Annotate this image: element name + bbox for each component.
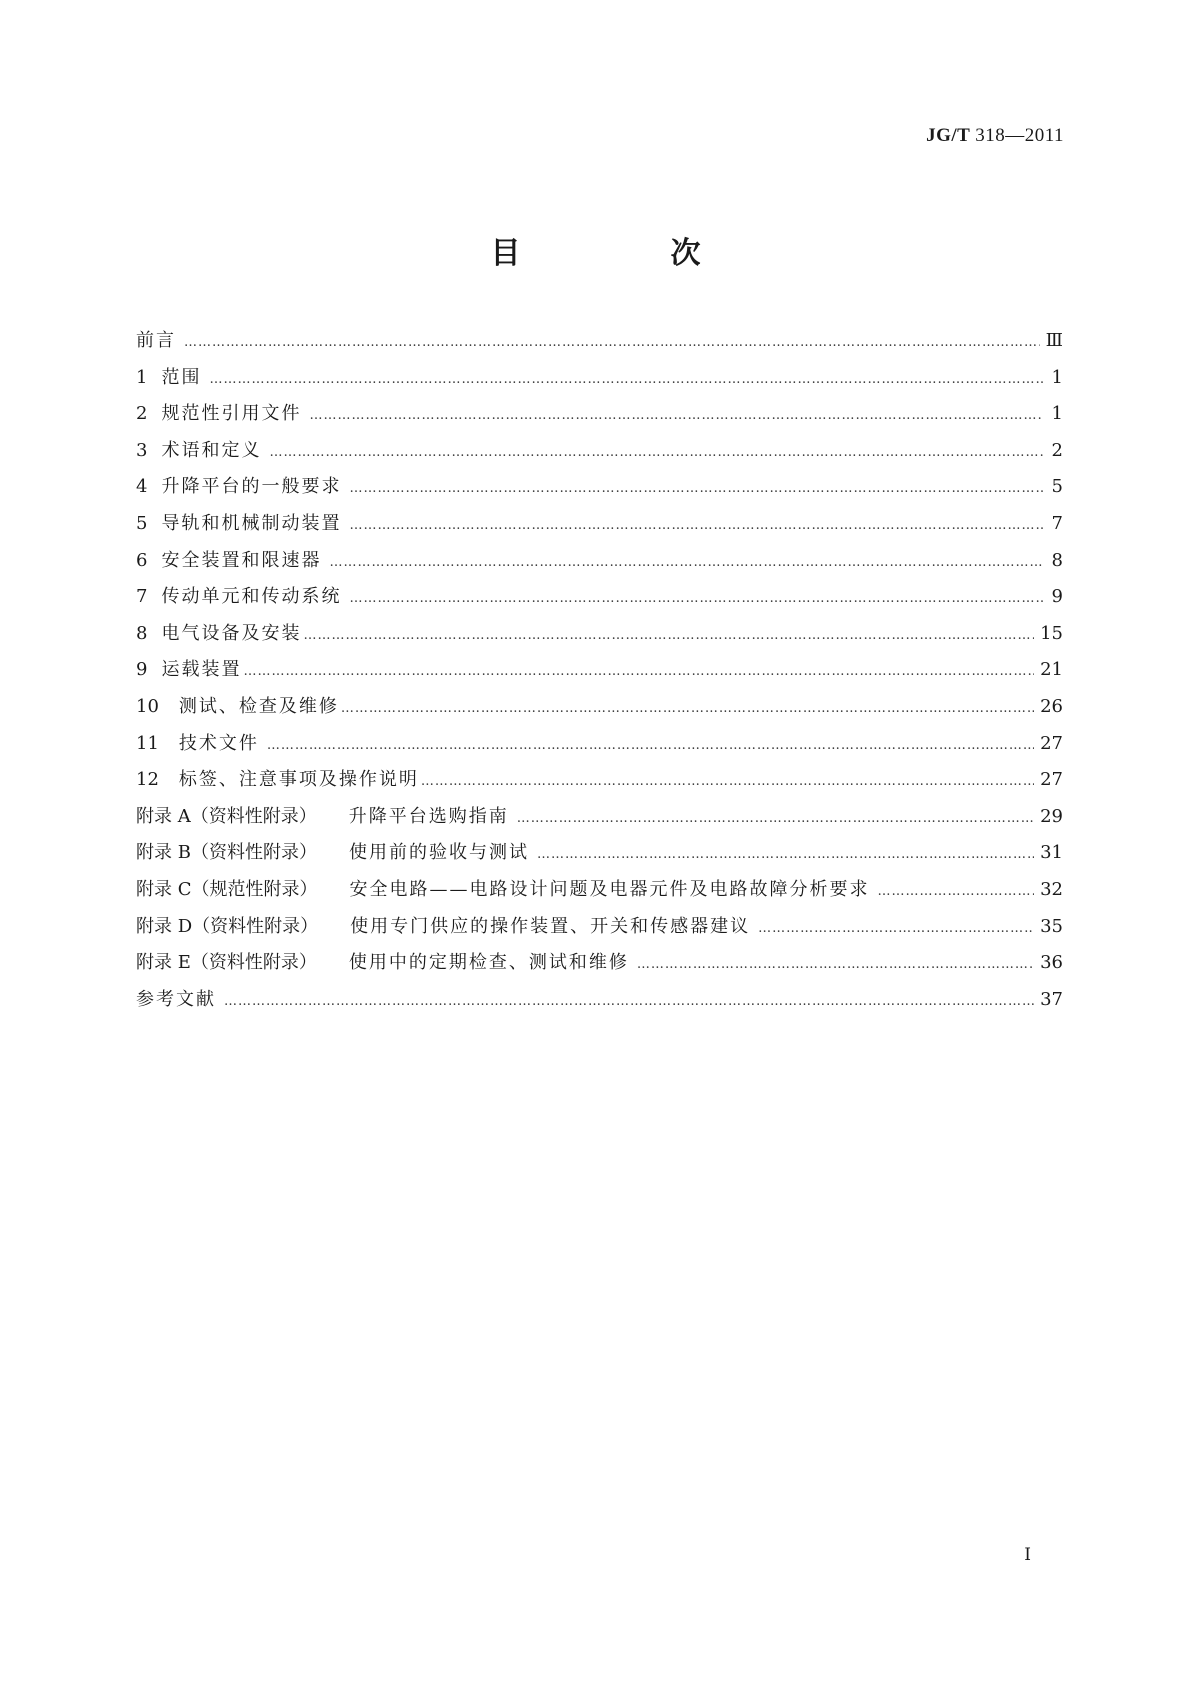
toc-entry-number: 11 <box>136 732 159 754</box>
toc-entry-label: 安全装置和限速器 <box>161 549 322 571</box>
document-code-number: 318—2011 <box>975 125 1064 146</box>
toc-leader-dots <box>537 844 1034 866</box>
toc-entry-label: 范围 <box>161 366 202 388</box>
toc-entry-number: 8 <box>136 622 148 644</box>
toc-entry-label: 使用专门供应的操作装置、开关和传感器建议 <box>350 915 751 937</box>
table-of-contents <box>136 330 1063 1025</box>
toc-leader-dots <box>517 808 1034 830</box>
toc-leader-dots <box>243 661 1034 683</box>
toc-entry-10[interactable] <box>136 696 1063 733</box>
toc-entry-appendix-d[interactable] <box>136 916 1063 953</box>
toc-entry-11[interactable] <box>136 733 1063 770</box>
toc-entry-page: 15 <box>1040 622 1063 644</box>
toc-entry-5[interactable] <box>136 513 1063 550</box>
toc-entry-number: 附录 C（规范性附录） <box>136 878 318 900</box>
toc-entry-appendix-c[interactable] <box>136 879 1063 916</box>
toc-entry-6[interactable] <box>136 550 1063 587</box>
toc-entry-label: 前言 <box>136 330 176 351</box>
toc-entry-number: 4 <box>136 476 148 498</box>
toc-entry-page: 26 <box>1040 695 1063 717</box>
toc-leader-dots <box>637 954 1034 976</box>
toc-leader-dots <box>303 625 1034 647</box>
toc-leader-dots <box>309 405 1043 427</box>
toc-leader-dots <box>878 881 1035 903</box>
toc-entry-page: 1 <box>1051 403 1063 425</box>
toc-entry-label: 规范性引用文件 <box>161 403 302 425</box>
toc-entry-number: 12 <box>136 769 159 791</box>
toc-entry-1[interactable] <box>136 367 1063 404</box>
document-code <box>926 125 1064 147</box>
toc-entry-number: 7 <box>136 586 148 608</box>
toc-entry-page: 31 <box>1040 842 1063 864</box>
toc-entry-page: 36 <box>1040 952 1063 974</box>
toc-entry-label: 技术文件 <box>178 732 259 754</box>
toc-entry-page: 9 <box>1051 586 1063 608</box>
toc-entry-number: 附录 E（资料性附录） <box>136 952 317 974</box>
toc-entry-references[interactable] <box>136 989 1063 1026</box>
toc-entry-preface[interactable] <box>136 330 1063 367</box>
toc-entry-9[interactable] <box>136 659 1063 696</box>
toc-entry-page: 27 <box>1040 769 1063 791</box>
toc-entry-page: Ⅲ <box>1045 330 1063 351</box>
toc-entry-number: 3 <box>136 439 148 461</box>
toc-entry-page: 8 <box>1051 549 1063 571</box>
toc-entry-page: 37 <box>1040 988 1063 1010</box>
toc-entry-page: 27 <box>1040 732 1063 754</box>
toc-entry-label: 传动单元和传动系统 <box>161 586 342 608</box>
toc-entry-page: 5 <box>1051 476 1063 498</box>
toc-entry-appendix-e[interactable] <box>136 952 1063 989</box>
toc-entry-number: 9 <box>136 659 148 681</box>
toc-entry-7[interactable] <box>136 586 1063 623</box>
toc-entry-label: 使用前的验收与测试 <box>348 842 529 864</box>
toc-leader-dots <box>224 991 1034 1013</box>
toc-entry-appendix-a[interactable] <box>136 806 1063 843</box>
toc-leader-dots <box>349 515 1043 537</box>
toc-entry-page: 1 <box>1051 366 1063 388</box>
toc-entry-8[interactable] <box>136 623 1063 660</box>
toc-entry-number: 附录 D（资料性附录） <box>136 915 319 937</box>
toc-entry-2[interactable] <box>136 403 1063 440</box>
toc-entry-label: 电气设备及安装 <box>161 622 302 644</box>
toc-entry-page: 2 <box>1051 439 1063 461</box>
toc-entry-number: 附录 B（资料性附录） <box>136 842 317 864</box>
toc-entry-number: 附录 A（资料性附录） <box>136 805 317 827</box>
toc-entry-label: 标签、注意事项及操作说明 <box>178 769 419 791</box>
toc-entry-label: 导轨和机械制动装置 <box>161 512 342 534</box>
toc-leader-dots <box>184 332 1040 354</box>
toc-leader-dots <box>349 478 1043 500</box>
toc-leader-dots <box>349 588 1043 610</box>
toc-entry-number: 6 <box>136 549 148 571</box>
toc-entry-number: 5 <box>136 512 148 534</box>
page-number: I <box>1024 1545 1031 1565</box>
toc-entry-page: 35 <box>1040 915 1063 937</box>
toc-leader-dots <box>209 369 1043 391</box>
toc-entry-12[interactable] <box>136 769 1063 806</box>
toc-entry-label: 安全电路——电路设计问题及电器元件及电路故障分析要求 <box>349 878 870 900</box>
document-code-prefix: JG/T <box>926 125 970 146</box>
toc-leader-dots <box>269 442 1043 464</box>
toc-entry-page: 29 <box>1040 805 1063 827</box>
toc-entry-label: 参考文献 <box>136 988 216 1010</box>
toc-entry-number: 10 <box>136 695 159 717</box>
toc-entry-label: 使用中的定期检查、测试和维修 <box>348 952 629 974</box>
toc-entry-number: 2 <box>136 403 148 425</box>
toc-entry-label: 升降平台选购指南 <box>348 805 509 827</box>
toc-leader-dots <box>341 698 1034 720</box>
toc-entry-label: 升降平台的一般要求 <box>161 476 342 498</box>
toc-leader-dots <box>421 771 1034 793</box>
toc-leader-dots <box>267 735 1034 757</box>
toc-entry-page: 21 <box>1040 659 1063 681</box>
toc-entry-page: 32 <box>1040 878 1063 900</box>
toc-entry-3[interactable] <box>136 440 1063 477</box>
toc-entry-label: 运载装置 <box>161 659 242 681</box>
toc-entry-page: 7 <box>1051 512 1063 534</box>
toc-leader-dots <box>329 552 1043 574</box>
toc-entry-4[interactable] <box>136 476 1063 513</box>
toc-entry-label: 测试、检查及维修 <box>178 695 339 717</box>
toc-entry-label: 术语和定义 <box>161 439 262 461</box>
toc-entry-number: 1 <box>136 366 148 388</box>
toc-entry-appendix-b[interactable] <box>136 842 1063 879</box>
page-title: 目 次 <box>490 236 761 271</box>
toc-leader-dots <box>758 918 1034 940</box>
